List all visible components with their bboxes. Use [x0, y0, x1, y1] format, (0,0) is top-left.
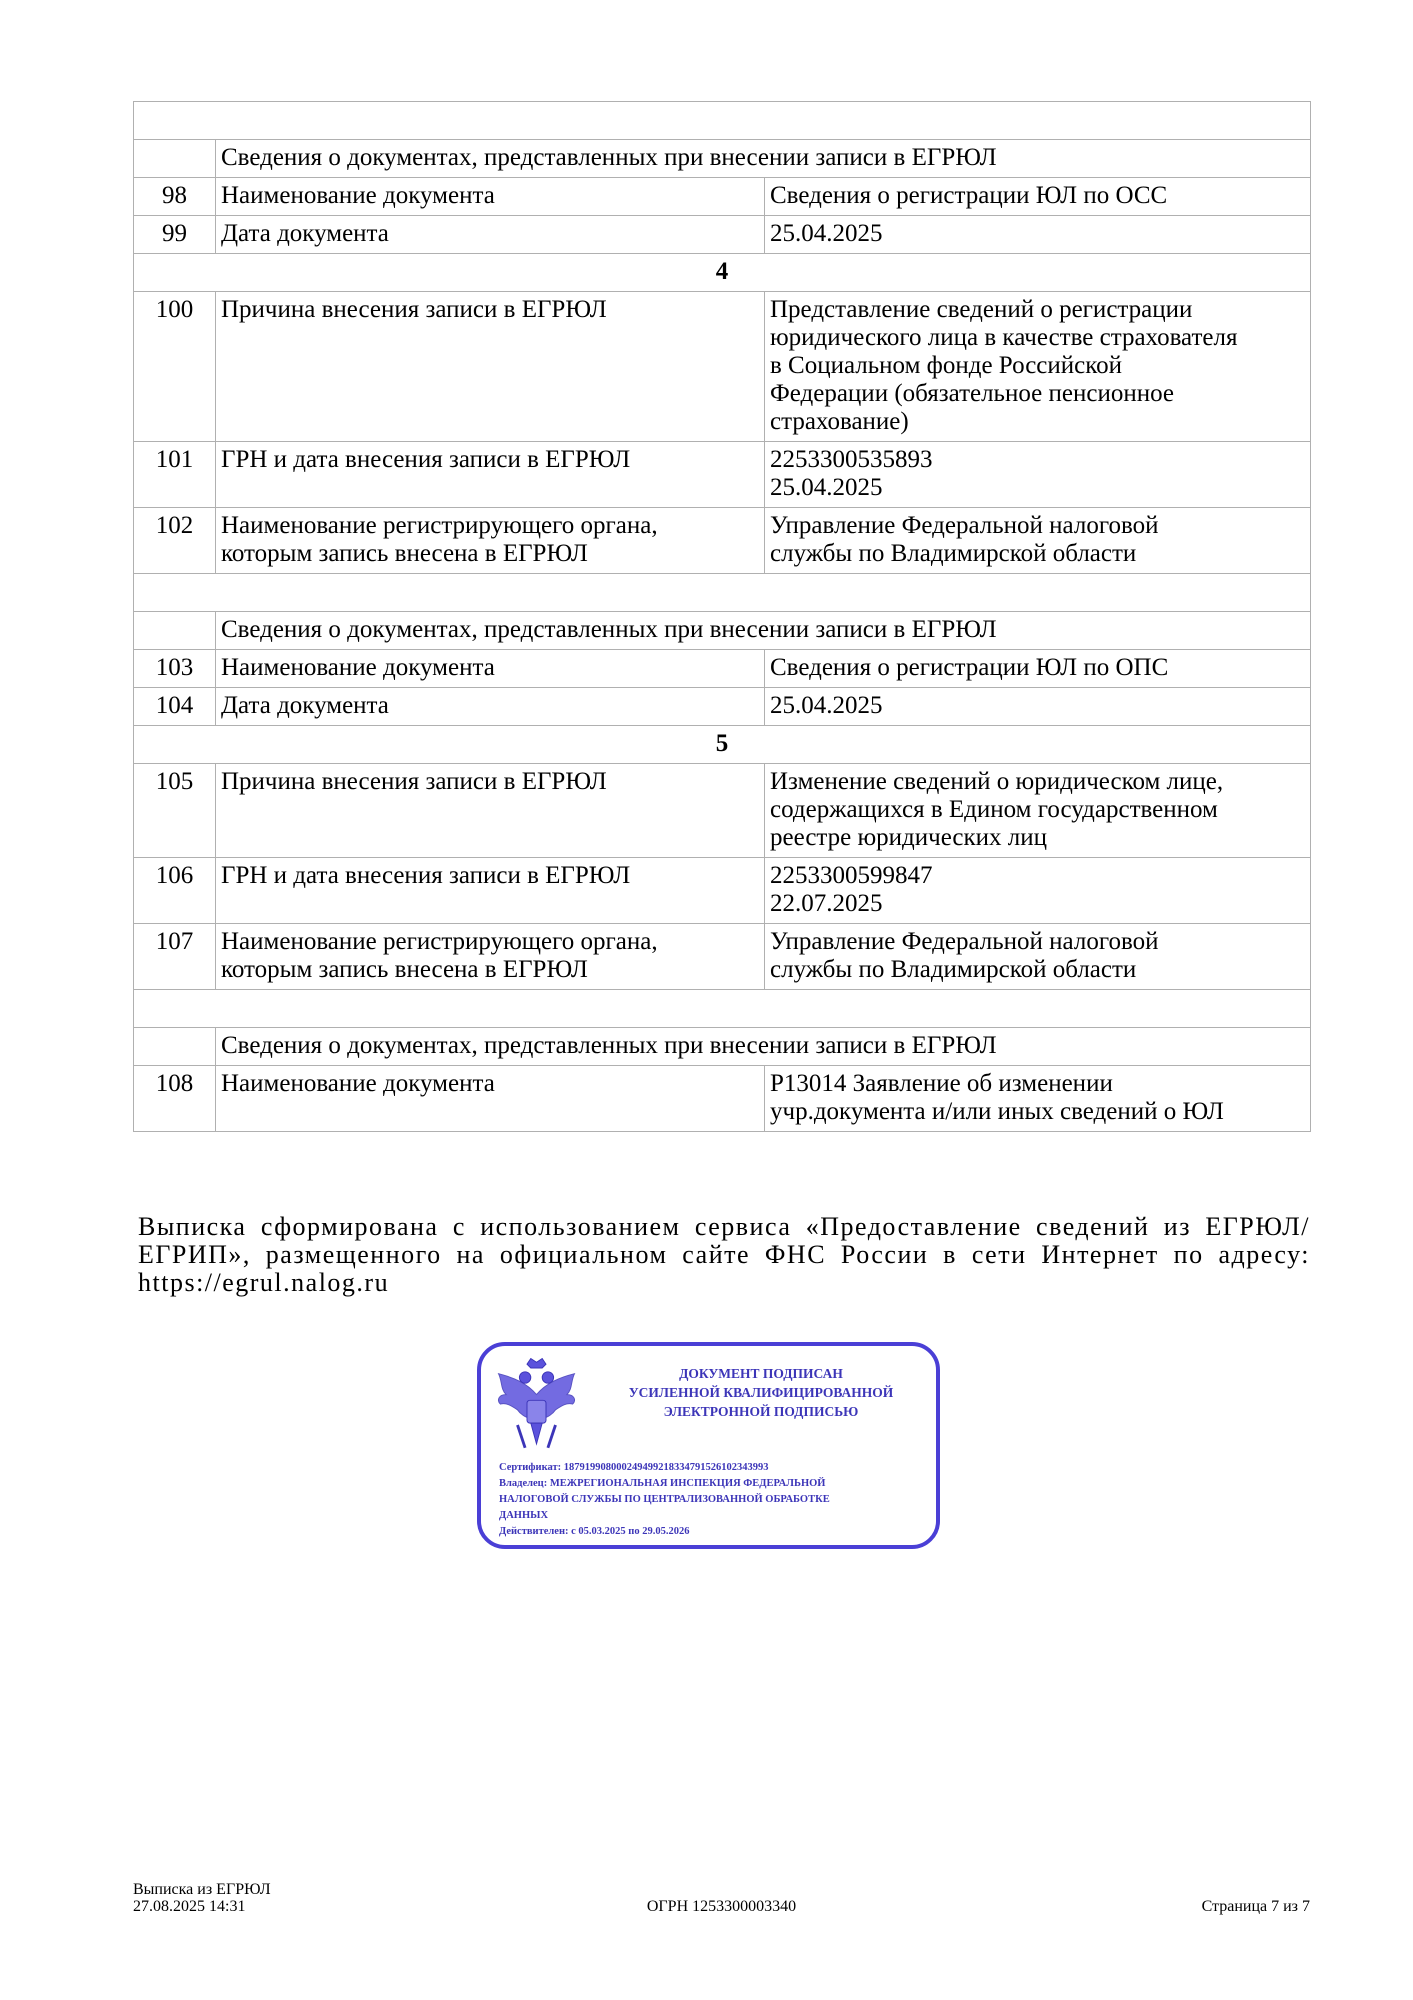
electronic-signature-stamp	[477, 1342, 940, 1549]
row-value-line: учр.документа и/или иных сведений о ЮЛ	[770, 1098, 1224, 1125]
row-label-line: Причина внесения записи в ЕГРЮЛ	[221, 296, 607, 323]
row-label-line: ГРН и дата внесения записи в ЕГРЮЛ	[221, 446, 631, 473]
spacer-row	[134, 990, 1311, 1028]
documents-heading-row	[134, 1028, 1311, 1066]
record-section-row	[134, 726, 1311, 764]
footer-doc-title: Выписка из ЕГРЮЛ	[133, 1881, 271, 1898]
stamp-detail-line: НАЛОГОВОЙ СЛУЖБЫ ПО ЦЕНТРАЛИЗОВАННОЙ ОБРАБОТКЕ	[499, 1494, 830, 1505]
table-row	[134, 508, 1311, 574]
row-value	[765, 292, 1311, 442]
row-value-line: Сведения о регистрации ЮЛ по ОСС	[770, 182, 1168, 209]
row-number: 103	[134, 650, 216, 688]
table-row	[134, 858, 1311, 924]
row-value-line: Управление Федеральной налоговой	[770, 928, 1159, 955]
row-value	[765, 508, 1311, 574]
egrul-table-body	[134, 102, 1311, 1132]
stamp-title-line: УСИЛЕННОЙ КВАЛИФИЦИРОВАННОЙ	[628, 1385, 894, 1400]
row-number: 99	[134, 216, 216, 254]
page-footer	[133, 1881, 1310, 1921]
spacer-row	[134, 574, 1311, 612]
stamp-title-line: ДОКУМЕНТ ПОДПИСАН	[679, 1366, 843, 1381]
row-value	[765, 924, 1311, 990]
row-value-line: Представление сведений о регистрации	[770, 296, 1193, 323]
row-number: 105	[134, 764, 216, 858]
table-row	[134, 924, 1311, 990]
table-row	[134, 442, 1311, 508]
row-value	[765, 688, 1311, 726]
row-label: Наименование документа	[216, 1066, 765, 1132]
stamp-detail-line: ДАННЫХ	[499, 1510, 549, 1521]
row-label	[216, 442, 765, 508]
extract-footnote: Выписка сформирована с использованием сервиса «Предоставление сведений из ЕГРЮЛ/ЕГРИП», размещенного на официальном сайте ФНС России в сети Интернет по адресу: https://egrul.nalog.ru	[138, 1212, 1310, 1297]
row-value-line: Управление Федеральной налоговой	[770, 512, 1159, 539]
row-value-line: 25.04.2025	[770, 220, 883, 247]
double-headed-eagle-emblem-icon	[489, 1356, 584, 1456]
table-row	[134, 1066, 1311, 1132]
stamp-title-line: ЭЛЕКТРОННОЙ ПОДПИСЬЮ	[663, 1404, 859, 1419]
table-row	[134, 764, 1311, 858]
row-label	[216, 924, 765, 990]
row-label: Наименование документа	[216, 650, 765, 688]
row-number: 100	[134, 292, 216, 442]
row-value	[765, 442, 1311, 508]
documents-heading-row	[134, 612, 1311, 650]
table-row	[134, 688, 1311, 726]
row-label: Дата документа	[216, 216, 765, 254]
row-value-line: Р13014 Заявление об изменении	[770, 1070, 1113, 1097]
row-number: 107	[134, 924, 216, 990]
row-label-line: которым запись внесена в ЕГРЮЛ	[221, 956, 588, 983]
row-label	[216, 508, 765, 574]
stamp-detail-line: Действителен: с 05.03.2025 по 29.05.2026	[499, 1526, 690, 1537]
row-number	[134, 140, 216, 178]
row-number: 98	[134, 178, 216, 216]
row-label	[216, 858, 765, 924]
row-value-line: реестре юридических лиц	[770, 824, 1048, 851]
row-value-line: службы по Владимирской области	[770, 956, 1137, 983]
row-number	[134, 612, 216, 650]
row-value-line: в Социальном фонде Российской	[770, 352, 1123, 379]
spacer-cell	[134, 990, 1311, 1028]
row-value-line: юридического лица в качестве страхователя	[770, 324, 1238, 351]
spacer-cell	[134, 102, 1311, 140]
row-number: 106	[134, 858, 216, 924]
row-label	[216, 292, 765, 442]
stamp-detail-line: Сертификат: 187919908000249499218334791526102343993	[499, 1462, 769, 1473]
row-label-line: ГРН и дата внесения записи в ЕГРЮЛ	[221, 862, 631, 889]
table-row	[134, 178, 1311, 216]
stamp-certificate-details	[499, 1460, 929, 1540]
row-value-line: 2253300599847	[770, 862, 933, 889]
row-value	[765, 1066, 1311, 1132]
footer-page-number: Страница 7 из 7	[1201, 1898, 1310, 1915]
egrul-extract-table	[133, 101, 1311, 1132]
footer-datetime: 27.08.2025 14:31	[133, 1898, 246, 1915]
row-value-line: страхование)	[770, 408, 909, 435]
row-label-line: Наименование регистрирующего органа,	[221, 512, 658, 539]
row-value-line: службы по Владимирской области	[770, 540, 1137, 567]
spacer-row	[134, 102, 1311, 140]
row-value-line: 25.04.2025	[770, 474, 883, 501]
row-value	[765, 858, 1311, 924]
table-row	[134, 216, 1311, 254]
row-number	[134, 1028, 216, 1066]
row-number: 102	[134, 508, 216, 574]
row-label-line: Наименование регистрирующего органа,	[221, 928, 658, 955]
record-section-number: 5	[134, 726, 1311, 764]
row-value-line: содержащихся в Едином государственном	[770, 796, 1218, 823]
spacer-cell	[134, 574, 1311, 612]
documents-heading: Сведения о документах, представленных при внесении записи в ЕГРЮЛ	[216, 1028, 1311, 1066]
row-label-line: Причина внесения записи в ЕГРЮЛ	[221, 768, 607, 795]
row-label	[216, 764, 765, 858]
row-value-line: 22.07.2025	[770, 890, 883, 917]
row-value-line: Федерации (обязательное пенсионное	[770, 380, 1174, 407]
table-row	[134, 292, 1311, 442]
row-value-line: 2253300535893	[770, 446, 933, 473]
row-number: 108	[134, 1066, 216, 1132]
row-value	[765, 650, 1311, 688]
row-value	[765, 178, 1311, 216]
record-section-number: 4	[134, 254, 1311, 292]
row-number: 104	[134, 688, 216, 726]
table-row	[134, 650, 1311, 688]
stamp-detail-line: Владелец: МЕЖРЕГИОНАЛЬНАЯ ИНСПЕКЦИЯ ФЕДЕРАЛЬНОЙ	[499, 1478, 826, 1489]
record-section-row	[134, 254, 1311, 292]
documents-heading: Сведения о документах, представленных при внесении записи в ЕГРЮЛ	[216, 140, 1311, 178]
row-label: Дата документа	[216, 688, 765, 726]
row-value-line: Сведения о регистрации ЮЛ по ОПС	[770, 654, 1169, 681]
row-value-line: Изменение сведений о юридическом лице,	[770, 768, 1224, 795]
row-label: Наименование документа	[216, 178, 765, 216]
documents-heading: Сведения о документах, представленных при внесении записи в ЕГРЮЛ	[216, 612, 1311, 650]
row-value-line: 25.04.2025	[770, 692, 883, 719]
row-value	[765, 764, 1311, 858]
stamp-title	[586, 1364, 936, 1421]
row-label-line: которым запись внесена в ЕГРЮЛ	[221, 540, 588, 567]
documents-heading-row	[134, 140, 1311, 178]
row-number: 101	[134, 442, 216, 508]
row-value	[765, 216, 1311, 254]
footer-ogrn: ОГРН 1253300003340	[646, 1898, 797, 1915]
